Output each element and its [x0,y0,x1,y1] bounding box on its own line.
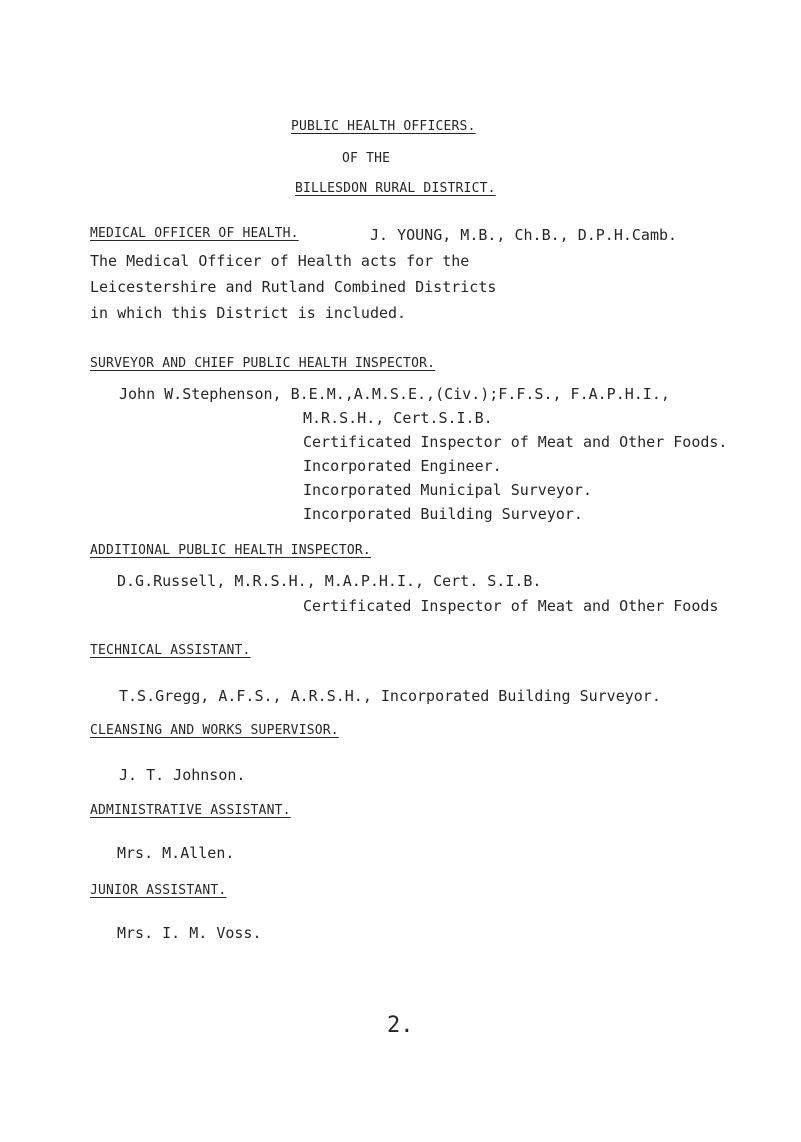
page-number: 2. [387,1013,414,1038]
title-public-health-officers: PUBLIC HEALTH OFFICERS. [291,119,476,134]
moh-name: J. YOUNG, M.B., Ch.B., D.P.H.Camb. [370,226,678,244]
moh-heading: MEDICAL OFFICER OF HEALTH. [90,226,299,241]
moh-text-line: in which this District is included. [90,304,407,322]
surveyor-line: Incorporated Municipal Surveyor. [303,481,592,499]
junior-heading: JUNIOR ASSISTANT. [90,883,227,898]
admin-line: Mrs. M.Allen. [117,844,235,862]
title-of-the: OF THE [342,151,391,166]
technical-heading: TECHNICAL ASSISTANT. [90,643,251,658]
technical-line: T.S.Gregg, A.F.S., A.R.S.H., Incorporated Building Surveyor. [119,687,661,705]
surveyor-line: Incorporated Engineer. [303,457,502,475]
moh-text-line: The Medical Officer of Health acts for the [90,252,470,270]
surveyor-line: Incorporated Building Surveyor. [303,505,583,523]
cleansing-line: J. T. Johnson. [119,766,246,784]
admin-heading: ADMINISTRATIVE ASSISTANT. [90,803,291,818]
title-district: BILLESDON RURAL DISTRICT. [295,181,496,196]
moh-text-line: Leicestershire and Rutland Combined Districts [90,278,497,296]
junior-line: Mrs. I. M. Voss. [117,924,262,942]
additional-line: D.G.Russell, M.R.S.H., M.A.P.H.I., Cert. S.I.B. [117,572,542,590]
additional-line: Certificated Inspector of Meat and Other Foods [303,597,719,615]
surveyor-line: Certificated Inspector of Meat and Other Foods. [303,433,728,451]
surveyor-line: John W.Stephenson, B.E.M.,A.M.S.E.,(Civ.);F.F.S., F.A.P.H.I., [119,385,670,403]
surveyor-line: M.R.S.H., Cert.S.I.B. [303,409,493,427]
additional-heading: ADDITIONAL PUBLIC HEALTH INSPECTOR. [90,543,371,558]
cleansing-heading: CLEANSING AND WORKS SUPERVISOR. [90,723,339,738]
surveyor-heading: SURVEYOR AND CHIEF PUBLIC HEALTH INSPECTOR. [90,356,436,371]
